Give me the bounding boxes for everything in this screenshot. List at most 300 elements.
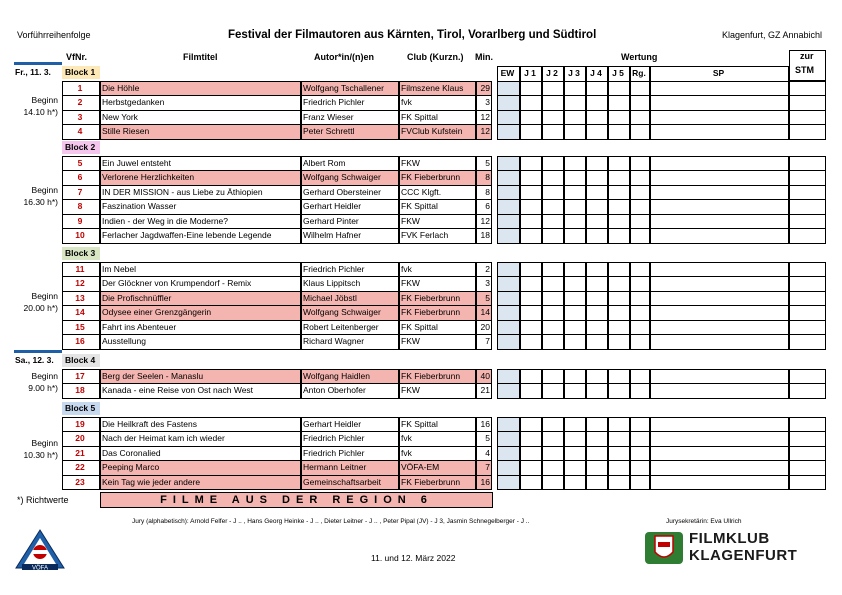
filmklub-logo <box>645 528 830 568</box>
rating-cell-rg <box>630 81 650 97</box>
film-author: Friedrich Pichler <box>303 433 365 443</box>
rating-header-label-ew: EW <box>500 68 515 78</box>
film-minutes: 3 <box>485 97 490 107</box>
rating-cell-sp <box>650 110 789 126</box>
rating-cell-j2 <box>542 446 564 462</box>
rating-cell-sp <box>650 81 789 97</box>
day-bar-sa <box>14 350 62 353</box>
film-number: 18 <box>75 385 85 395</box>
rating-cell-rg <box>630 199 650 215</box>
film-number: 10 <box>75 230 85 240</box>
start-label: Beginn <box>31 95 58 105</box>
block-start-time-2 <box>0 184 58 208</box>
rating-cell-stm <box>789 475 826 491</box>
start-label: Beginn <box>31 185 58 195</box>
voefa-logo <box>14 528 66 572</box>
film-number: 5 <box>77 157 83 168</box>
film-title: Odysee einer Grenzgängerin <box>102 307 212 317</box>
rating-cell-j5 <box>608 320 630 336</box>
rating-header-label-j2: J 2 <box>546 68 558 78</box>
film-minutes: 40 <box>480 370 490 381</box>
film-author: Friedrich Pichler <box>303 97 365 107</box>
film-author: Wolfgang Schwaiger <box>303 172 381 182</box>
rating-cell-sp <box>650 305 789 321</box>
film-number: 23 <box>75 476 85 487</box>
rating-cell-j2 <box>542 320 564 336</box>
rating-cell-j4 <box>586 305 608 321</box>
film-club: FK Fieberbrunn <box>401 370 461 381</box>
start-label: Beginn <box>31 291 58 301</box>
film-title: New York <box>102 111 138 122</box>
rating-cell-j2 <box>542 199 564 215</box>
block-start-time-3 <box>0 290 58 314</box>
rating-cell-j5 <box>608 156 630 172</box>
film-author: Anton Oberhofer <box>303 385 366 395</box>
rating-cell-j2 <box>542 110 564 126</box>
rating-cell-j4 <box>586 276 608 292</box>
film-number: 12 <box>75 278 85 288</box>
film-minutes: 16 <box>480 476 490 487</box>
rating-cell-j3 <box>564 291 586 307</box>
film-club: FKW <box>401 385 420 395</box>
rating-header-label-j4: J 4 <box>590 68 602 78</box>
rating-cell-ew <box>497 305 520 321</box>
film-number: 3 <box>77 111 83 122</box>
film-club: FK Spittal <box>401 321 438 332</box>
rating-cell-stm <box>789 110 826 126</box>
start-time: 16.30 h*) <box>23 197 58 207</box>
rating-cell-rg <box>630 276 650 292</box>
film-title: Das Coronalied <box>102 447 161 458</box>
film-author: Michael Jöbstl <box>303 292 357 303</box>
rating-cell-ew <box>497 110 520 126</box>
rating-cell-j4 <box>586 124 608 140</box>
rating-cell-j2 <box>542 214 564 230</box>
rating-cell-rg <box>630 156 650 172</box>
film-author: Wilhelm Hafner <box>303 230 362 240</box>
film-club: FK Fieberbrunn <box>401 476 461 487</box>
film-number: 15 <box>75 321 85 332</box>
rating-cell-stm <box>789 320 826 336</box>
rating-cell-j2 <box>542 124 564 140</box>
rating-cell-j2 <box>542 417 564 433</box>
rating-cell-j3 <box>564 383 586 399</box>
footnote: *) Richtwerte <box>17 495 69 505</box>
rating-cell-stm <box>789 156 826 172</box>
film-club: FKW <box>401 336 420 346</box>
header-left-label: Vorführreihenfolge <box>17 30 91 40</box>
film-title: Ausstellung <box>102 336 146 346</box>
rating-cell-rg <box>630 446 650 462</box>
rating-cell-j4 <box>586 262 608 278</box>
rating-cell-stm <box>789 369 826 385</box>
rating-cell-rg <box>630 291 650 307</box>
film-number: 1 <box>77 82 83 93</box>
rating-cell-j3 <box>564 95 586 111</box>
rating-header-label-sp: SP <box>712 68 725 78</box>
rating-cell-sp <box>650 334 789 350</box>
film-minutes: 12 <box>480 126 490 136</box>
block-label-4: Block 4 <box>62 354 100 367</box>
rating-cell-ew <box>497 460 520 476</box>
rating-cell-sp <box>650 276 789 292</box>
film-number: 21 <box>75 447 85 458</box>
col-stm: STM <box>795 65 814 75</box>
film-author: Robert Leitenberger <box>303 321 379 332</box>
rating-cell-ew <box>497 170 520 186</box>
film-minutes: 20 <box>480 321 490 332</box>
film-minutes: 12 <box>480 111 490 122</box>
rating-cell-sp <box>650 417 789 433</box>
rating-cell-j1 <box>520 124 542 140</box>
rating-cell-j4 <box>586 156 608 172</box>
rating-cell-stm <box>789 95 826 111</box>
film-author: Albert Rom <box>303 157 346 168</box>
rating-cell-rg <box>630 228 650 244</box>
rating-cell-j5 <box>608 95 630 111</box>
film-number: 6 <box>77 172 83 182</box>
film-minutes: 5 <box>485 157 490 168</box>
rating-cell-j1 <box>520 214 542 230</box>
film-club: FKW <box>401 278 420 288</box>
rating-cell-j4 <box>586 431 608 447</box>
rating-cell-j4 <box>586 185 608 201</box>
rating-cell-j5 <box>608 383 630 399</box>
rating-cell-ew <box>497 431 520 447</box>
rating-cell-ew <box>497 446 520 462</box>
film-minutes: 5 <box>485 292 490 303</box>
rating-cell-j4 <box>586 110 608 126</box>
rating-cell-ew <box>497 199 520 215</box>
rating-cell-j1 <box>520 383 542 399</box>
rating-cell-j4 <box>586 475 608 491</box>
rating-cell-stm <box>789 228 826 244</box>
rating-cell-j5 <box>608 431 630 447</box>
film-club: fvk <box>401 263 412 274</box>
film-author: Gemeinschaftsarbeit <box>303 476 381 487</box>
rating-cell-sp <box>650 460 789 476</box>
rating-cell-j2 <box>542 334 564 350</box>
rating-cell-ew <box>497 228 520 244</box>
rating-cell-j1 <box>520 291 542 307</box>
film-author: Gerhard Pinter <box>303 215 359 226</box>
rating-cell-stm <box>789 334 826 350</box>
rating-cell-j2 <box>542 369 564 385</box>
film-title: Kanada - eine Reise von Ost nach West <box>102 385 254 395</box>
film-club: VÖFA-EM <box>401 462 440 472</box>
rating-cell-j3 <box>564 124 586 140</box>
film-club: FKW <box>401 157 420 168</box>
rating-cell-sp <box>650 431 789 447</box>
film-minutes: 18 <box>480 230 490 240</box>
rating-cell-j5 <box>608 170 630 186</box>
rating-cell-sp <box>650 185 789 201</box>
rating-cell-j1 <box>520 475 542 491</box>
rating-cell-j2 <box>542 431 564 447</box>
rating-cell-j4 <box>586 460 608 476</box>
rating-cell-j4 <box>586 320 608 336</box>
rating-cell-sp <box>650 320 789 336</box>
rating-cell-ew <box>497 276 520 292</box>
rating-cell-ew <box>497 334 520 350</box>
rating-cell-sp <box>650 383 789 399</box>
rating-cell-rg <box>630 185 650 201</box>
film-title: Die Heilkraft des Fastens <box>102 418 197 429</box>
film-number: 4 <box>77 126 83 136</box>
film-title: Herbstgedanken <box>102 97 165 107</box>
rating-cell-rg <box>630 124 650 140</box>
film-title: Ein Juwel entsteht <box>102 157 171 168</box>
rating-cell-j4 <box>586 228 608 244</box>
rating-cell-ew <box>497 291 520 307</box>
rating-cell-j4 <box>586 214 608 230</box>
rating-cell-j5 <box>608 417 630 433</box>
film-number: 16 <box>75 336 85 346</box>
rating-cell-stm <box>789 460 826 476</box>
film-title: Der Glöckner von Krumpendorf - Remix <box>102 278 252 288</box>
rating-cell-sp <box>650 95 789 111</box>
rating-cell-stm <box>789 383 826 399</box>
rating-cell-j4 <box>586 334 608 350</box>
film-club: Filmszene Klaus <box>401 82 464 93</box>
rating-cell-rg <box>630 170 650 186</box>
film-title: Stille Riesen <box>102 126 150 136</box>
film-minutes: 8 <box>485 172 490 182</box>
rating-cell-j5 <box>608 228 630 244</box>
rating-cell-j4 <box>586 81 608 97</box>
rating-cell-rg <box>630 262 650 278</box>
rating-cell-sp <box>650 124 789 140</box>
rating-cell-j2 <box>542 291 564 307</box>
film-title: Ferlacher Jagdwaffen-Eine lebende Legende <box>102 230 272 240</box>
filmklub-title: FILMKLUB <box>689 530 770 547</box>
rating-cell-j2 <box>542 170 564 186</box>
rating-header-label-j5: J 5 <box>612 68 624 78</box>
film-number: 11 <box>75 263 85 274</box>
rating-cell-rg <box>630 334 650 350</box>
film-title: Indien - der Weg in die Moderne? <box>102 215 229 226</box>
rating-cell-j5 <box>608 185 630 201</box>
rating-cell-j1 <box>520 170 542 186</box>
film-number: 20 <box>75 433 85 443</box>
film-club: FK Fieberbrunn <box>401 307 461 317</box>
event-date: 11. und 12. März 2022 <box>371 553 456 563</box>
rating-cell-stm <box>789 291 826 307</box>
col-club: Club (Kurzn.) <box>407 52 464 62</box>
film-number: 9 <box>77 215 83 226</box>
film-club: FVK Ferlach <box>401 230 449 240</box>
rating-cell-ew <box>497 369 520 385</box>
stm-header-box <box>789 50 826 81</box>
rating-cell-stm <box>789 170 826 186</box>
col-min: Min. <box>475 52 493 62</box>
rating-cell-stm <box>789 305 826 321</box>
film-club: fvk <box>401 447 412 458</box>
rating-cell-rg <box>630 369 650 385</box>
rating-cell-j5 <box>608 446 630 462</box>
rating-cell-ew <box>497 95 520 111</box>
rating-cell-stm <box>789 262 826 278</box>
page-title: Festival der Filmautoren aus Kärnten, Tirol, Vorarlberg und Südtirol <box>228 29 597 41</box>
jury-secretary: Jurysekretärin: Eva Ullrich <box>666 518 742 525</box>
film-title: Kein Tag wie jeder andere <box>102 476 201 487</box>
rating-cell-j5 <box>608 475 630 491</box>
film-number: 7 <box>77 186 83 197</box>
rating-cell-rg <box>630 320 650 336</box>
film-club: FK Fieberbrunn <box>401 172 461 182</box>
rating-cell-sp <box>650 228 789 244</box>
rating-cell-stm <box>789 446 826 462</box>
rating-cell-sp <box>650 446 789 462</box>
film-minutes: 14 <box>480 307 490 317</box>
rating-cell-sp <box>650 214 789 230</box>
rating-cell-j1 <box>520 228 542 244</box>
col-autor: Autor*in/(n)en <box>314 52 374 62</box>
rating-cell-ew <box>497 475 520 491</box>
rating-cell-sp <box>650 291 789 307</box>
rating-cell-stm <box>789 276 826 292</box>
start-label: Beginn <box>31 371 58 381</box>
rating-cell-j4 <box>586 291 608 307</box>
rating-cell-sp <box>650 369 789 385</box>
rating-cell-j1 <box>520 262 542 278</box>
rating-cell-j2 <box>542 95 564 111</box>
film-club: fvk <box>401 433 412 443</box>
film-title: Verlorene Herzlichkeiten <box>102 172 195 182</box>
block-label-5: Block 5 <box>62 402 100 415</box>
rating-cell-stm <box>789 417 826 433</box>
film-author: Richard Wagner <box>303 336 365 346</box>
film-minutes: 2 <box>485 263 490 274</box>
rating-header-label-j3: J 3 <box>568 68 580 78</box>
film-club: FK Spittal <box>401 201 438 211</box>
rating-cell-j3 <box>564 320 586 336</box>
rating-cell-j5 <box>608 291 630 307</box>
rating-cell-j5 <box>608 199 630 215</box>
wertung-header-line <box>497 66 789 68</box>
rating-header-label-rg: Rg. <box>632 68 646 78</box>
film-minutes: 6 <box>485 201 490 211</box>
rating-cell-j2 <box>542 262 564 278</box>
rating-cell-stm <box>789 124 826 140</box>
day-label-sa: Sa., 12. 3. <box>15 355 54 365</box>
rating-cell-j1 <box>520 81 542 97</box>
rating-cell-rg <box>630 305 650 321</box>
start-time: 14.10 h*) <box>23 107 58 117</box>
rating-cell-j3 <box>564 262 586 278</box>
block-start-time-1 <box>0 94 58 118</box>
film-author: Wolfgang Schwaiger <box>303 307 381 317</box>
rating-cell-j4 <box>586 199 608 215</box>
film-club: FK Spittal <box>401 111 438 122</box>
film-author: Franz Wieser <box>303 111 354 122</box>
rating-cell-j2 <box>542 81 564 97</box>
rating-cell-j4 <box>586 446 608 462</box>
jury-line: Jury (alphabetisch): Arnold Felfer - J .. , Hans Georg Heinke - J .. , Dieter Leitner - J .. , Peter Pipal (JV) - J 3, Jasmin Schnegelberger - J .. <box>132 518 530 525</box>
rating-cell-j5 <box>608 334 630 350</box>
film-author: Peter Schrettl <box>303 126 355 136</box>
rating-cell-j3 <box>564 446 586 462</box>
rating-cell-j4 <box>586 170 608 186</box>
header-location: Klagenfurt, GZ Annabichl <box>721 30 822 40</box>
rating-cell-j5 <box>608 124 630 140</box>
film-club: FK Spittal <box>401 418 438 429</box>
rating-cell-j1 <box>520 460 542 476</box>
rating-cell-rg <box>630 460 650 476</box>
rating-cell-j3 <box>564 199 586 215</box>
film-club: FK Fieberbrunn <box>401 292 461 303</box>
start-time: 20.00 h*) <box>23 303 58 313</box>
film-number: 17 <box>75 370 85 381</box>
rating-cell-j2 <box>542 305 564 321</box>
rating-cell-j2 <box>542 460 564 476</box>
rating-cell-j5 <box>608 214 630 230</box>
rating-cell-ew <box>497 320 520 336</box>
rating-cell-j3 <box>564 81 586 97</box>
rating-cell-j5 <box>608 276 630 292</box>
rating-cell-rg <box>630 475 650 491</box>
film-author: Gerhard Obersteiner <box>303 186 381 197</box>
film-club: FKW <box>401 215 420 226</box>
film-title: IN DER MISSION - aus Liebe zu Äthiopien <box>102 186 263 197</box>
rating-cell-sp <box>650 156 789 172</box>
film-minutes: 7 <box>485 336 490 346</box>
rating-cell-j2 <box>542 276 564 292</box>
rating-cell-j5 <box>608 262 630 278</box>
rating-cell-ew <box>497 383 520 399</box>
rating-cell-rg <box>630 110 650 126</box>
film-minutes: 5 <box>485 433 490 443</box>
rating-cell-j2 <box>542 156 564 172</box>
rating-cell-rg <box>630 431 650 447</box>
film-author: Hermann Leitner <box>303 462 367 472</box>
rating-cell-j2 <box>542 383 564 399</box>
rating-cell-j1 <box>520 185 542 201</box>
film-number: 8 <box>77 201 83 211</box>
film-number: 2 <box>77 97 83 107</box>
day-bar-fr <box>14 62 62 65</box>
rating-cell-j4 <box>586 95 608 111</box>
rating-cell-ew <box>497 214 520 230</box>
film-author: Klaus Lippitsch <box>303 278 361 288</box>
rating-cell-j3 <box>564 369 586 385</box>
film-minutes: 16 <box>480 418 490 429</box>
film-author: Gerhart Heidler <box>303 201 362 211</box>
rating-cell-sp <box>650 262 789 278</box>
rating-cell-j5 <box>608 81 630 97</box>
rating-cell-j5 <box>608 460 630 476</box>
rating-cell-rg <box>630 214 650 230</box>
svg-text:VÖFA: VÖFA <box>31 565 49 572</box>
rating-cell-j3 <box>564 156 586 172</box>
film-title: Die Höhle <box>102 82 140 93</box>
rating-cell-j3 <box>564 417 586 433</box>
rating-cell-j1 <box>520 110 542 126</box>
start-label: Beginn <box>31 438 58 448</box>
rating-cell-j1 <box>520 199 542 215</box>
rating-cell-j5 <box>608 305 630 321</box>
rating-cell-j3 <box>564 305 586 321</box>
rating-cell-j1 <box>520 95 542 111</box>
rating-cell-j3 <box>564 170 586 186</box>
rating-cell-j3 <box>564 475 586 491</box>
film-minutes: 7 <box>485 462 490 472</box>
film-number: 14 <box>75 307 85 317</box>
filmklub-city: KLAGENFURT <box>689 547 798 564</box>
film-title: Nach der Heimat kam ich wieder <box>102 433 225 443</box>
block-start-time-5 <box>0 437 58 461</box>
film-title: Berg der Seelen - Manaslu <box>102 370 204 381</box>
